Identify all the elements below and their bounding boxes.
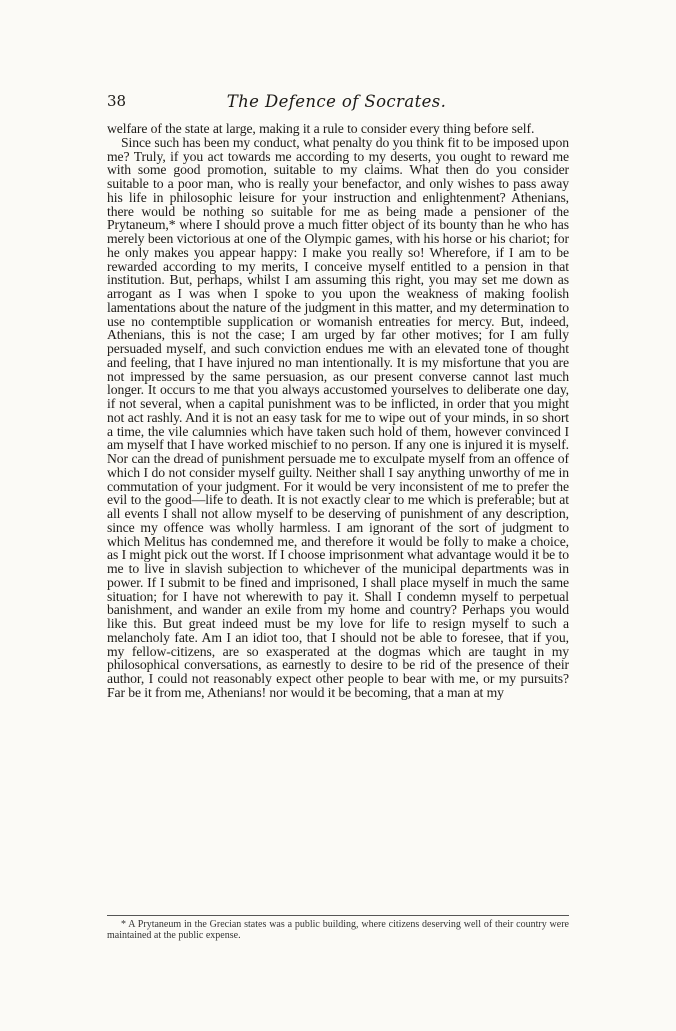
paragraph-1: welfare of the state at large, making it a rule to consider every thing before self.	[107, 121, 535, 136]
page-header	[107, 92, 566, 114]
footnote: * A Prytaneum in the Grecian states was a public building, where citizens deserving well of their country were maintained at the public expense.	[107, 919, 569, 941]
running-title: The Defence of Socrates.	[226, 92, 447, 111]
paragraph-2: Since such has been my conduct, what penalty do you think fit to be imposed upon me? Truly, if you act towards me according to my deserts, you ought to reward me with some good promotion, suitable to my claims. What then do you consider suitable to a poor man, who is really your benefactor, and only wishes to pass away his life in philosophic leisure for your instruction and enlightenment? Athenians, there would be nothing so suitable for me as being made a pensioner of the Prytaneum,* where I should prove a much fitter object of its bounty than he who has merely been victorious at one of the Olympic games, with his horse or his chariot; for he only makes you appear happy: I make you really so! Wherefore, if I am to be rewarded according to my merits, I conceive myself entitled to a pension in that institution. But, perhaps, whilst I am assuming this right, you may set me down as arrogant as I was when I spoke to you upon the weakness of making foolish lamentations about the nature of the judgment in this matter, and my determination to use no contemptible supplication or womanish entreaties for mercy. But, indeed, Athenians, this is not the case; I am urged by far other motives; for I am fully persuaded myself, and such conviction endues me with an elevated tone of thought and feeling, that I have injured no man intentionally. It is my misfortune that you are not impressed by the same persuasion, as our present converse cannot last much longer. It occurs to me that you always accustomed yourselves to deliberate one day, if not several, when a capital punishment was to be inflicted, in order that you might not act rashly. And it is not an easy task for me to wipe out of your minds, in so short a time, the vile calumnies which have taken such hold of them, however convinced I am myself that I have worked mischief to no person. If any one is injured it is myself. Nor can the dread of punishment persuade me to exculpate myself from an offence of which I do not consider myself guilty. Neither shall I say anything unworthy of me in commutation of your judgment. For it would be very inconsistent of me to prefer the evil to the good—life to death. It is not exactly clear to me which is preferable; but at all events I shall not allow myself to be deserving of punishment of any description, since my offence was wholly harmless. I am ignorant of the sort of judgment to which Melitus has condemned me, and therefore it would be folly to make a choice, as I might pick out the worst. If I choose imprisonment what advantage would it be to me to live in slavish subjection to whichever of the municipal departments was in power. If I submit to be fined and imprisoned, I shall place myself in much the same situation; for I have not wherewith to pay it. Shall I condemn myself to perpetual banishment, and wander an exile from my home and country? Perhaps you would like this. But great indeed must be my love for life to resign myself to such a melancholy fate. Am I an idiot too, that I should not be able to foresee, that if you, my fellow-citizens, are so exasperated at the dogmas which are taught in my philosophical conversations, as earnestly to desire to be rid of the presence of their author, I could not reasonably expect other people to bear with me, or my pursuits? Far be it from me, Athenians! nor would it be becoming, that a man at my	[107, 134, 569, 700]
footnote-divider	[107, 915, 569, 916]
body-text	[107, 122, 569, 700]
page-number: 38	[107, 92, 127, 110]
